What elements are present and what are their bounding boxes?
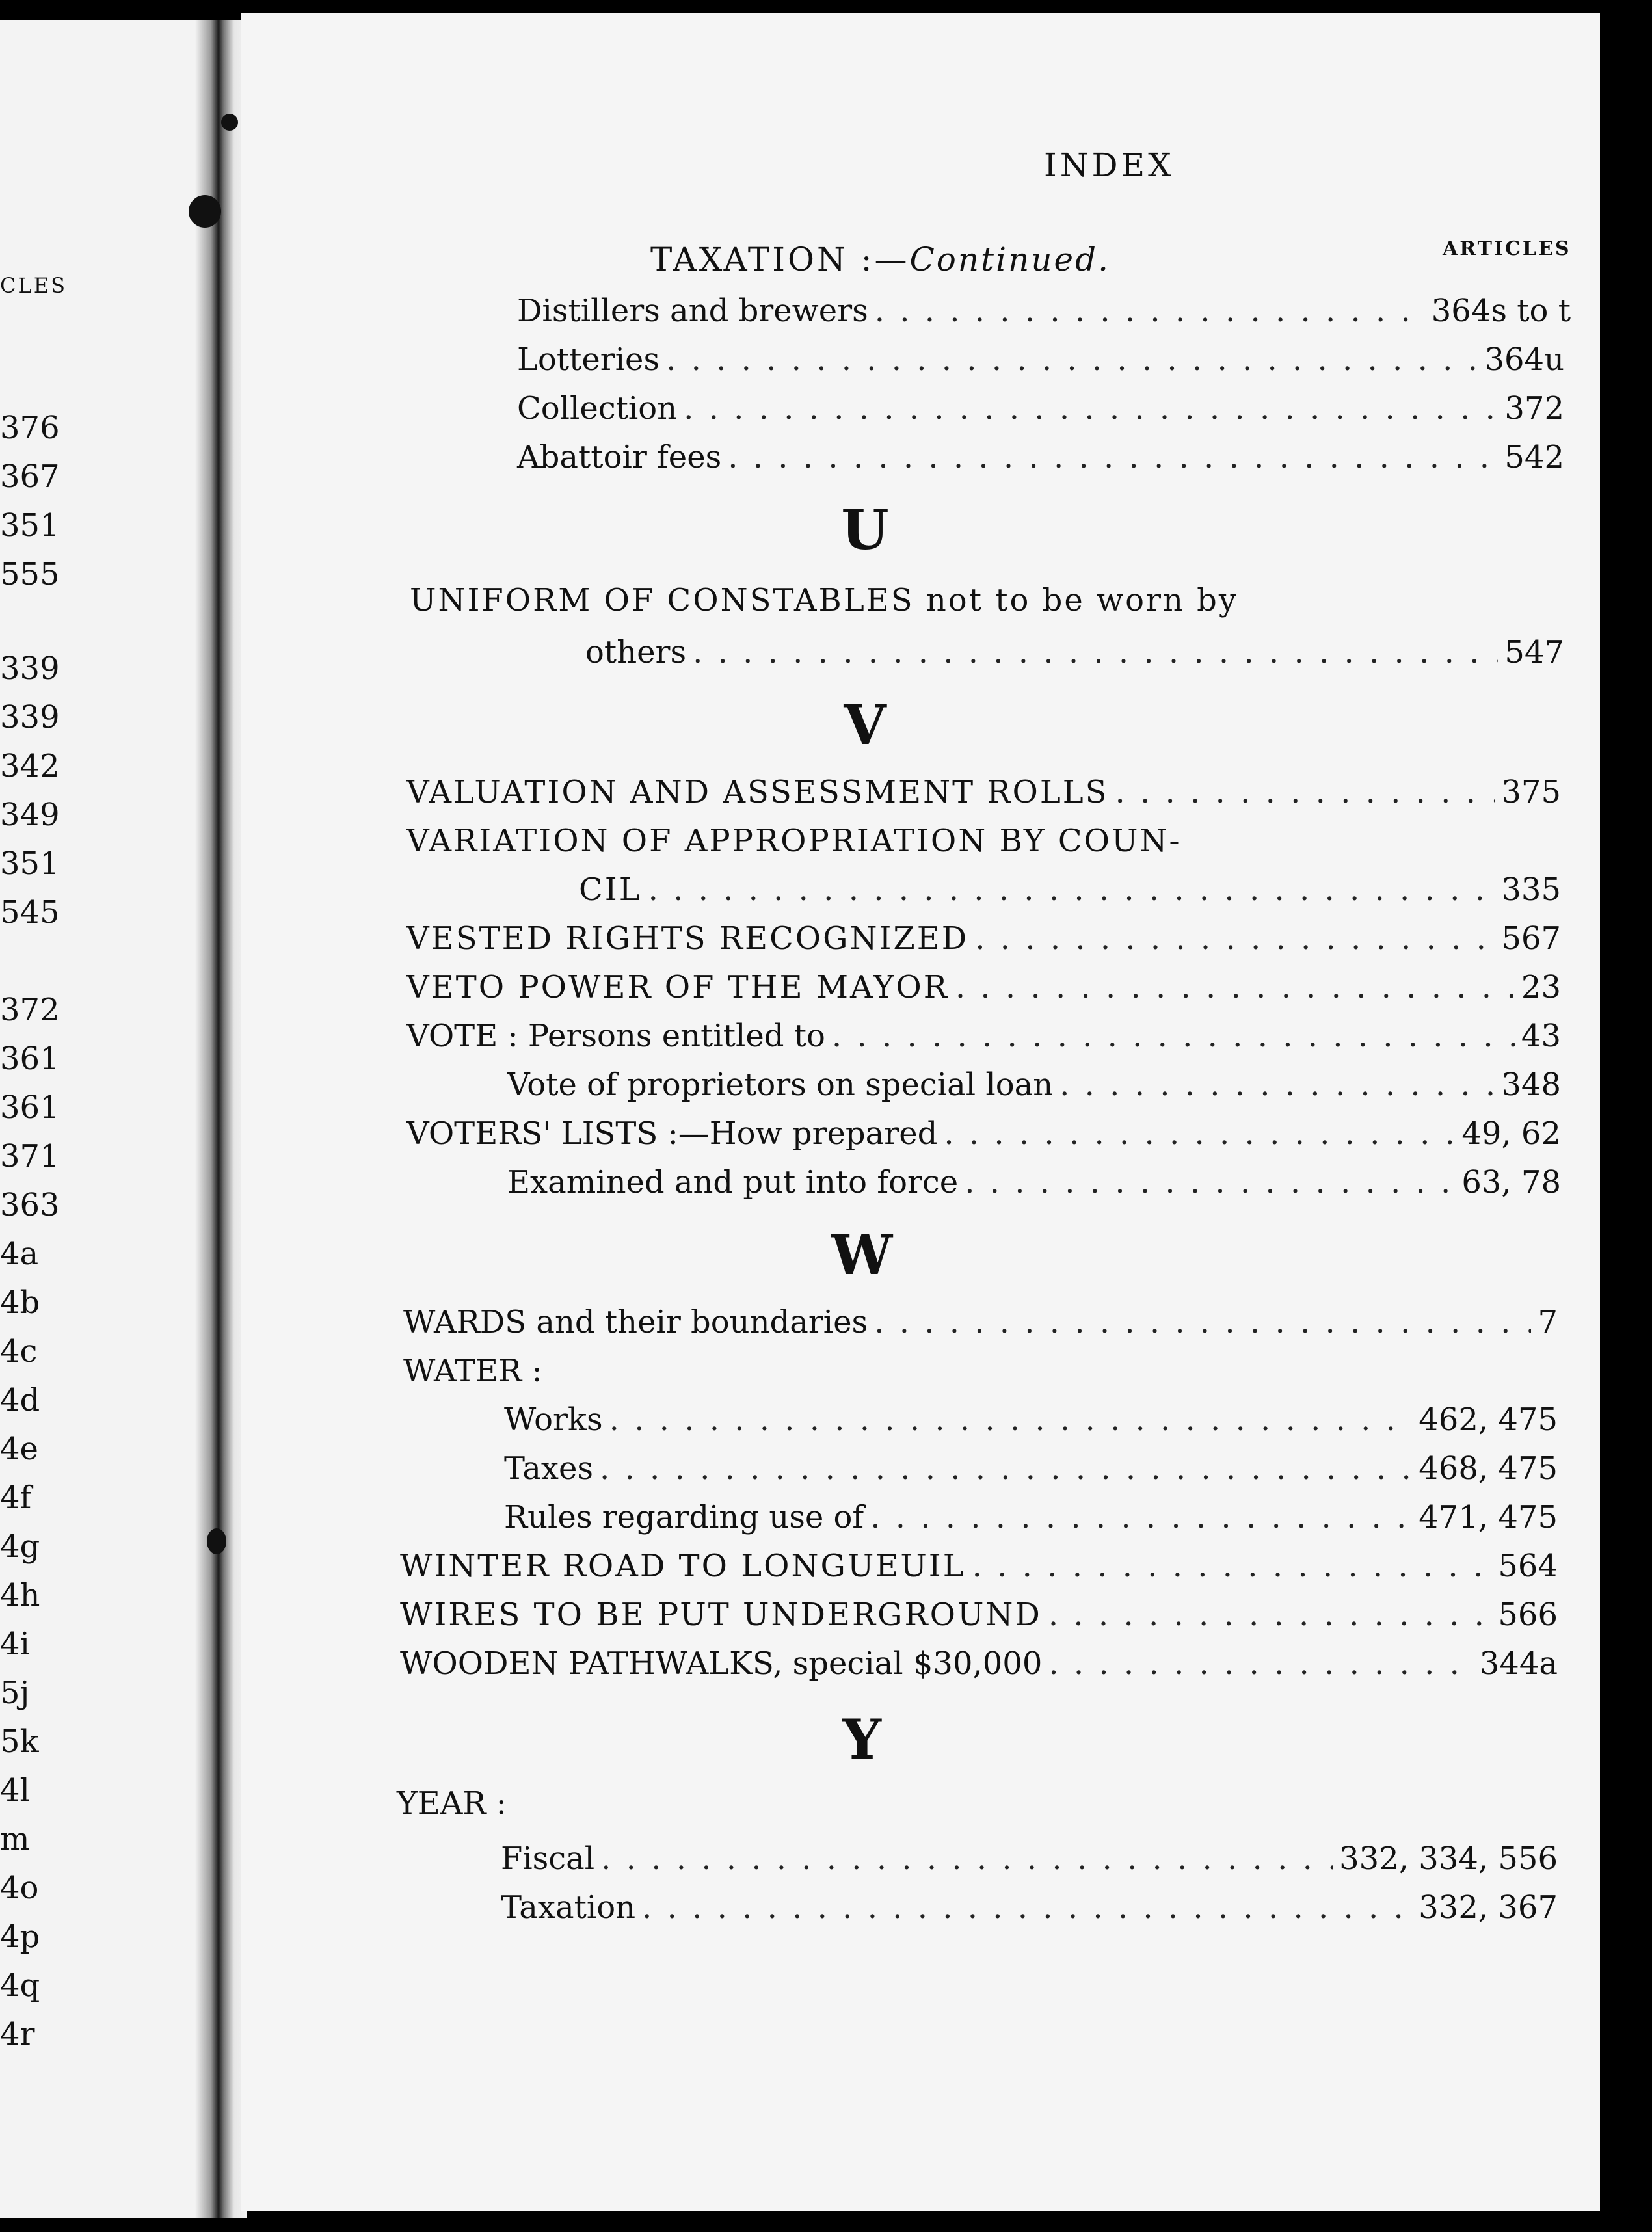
binding-mark: [221, 114, 238, 131]
left-page-number: 4b: [0, 1284, 40, 1321]
index-entry: [517, 341, 1564, 387]
entry-ref: 364u: [1484, 341, 1564, 378]
scan-border: [1600, 13, 1652, 2218]
index-entry-heading: UNIFORM OF CONSTABLES not to be worn by: [410, 582, 1239, 618]
index-entry: [507, 1164, 1561, 1210]
continued-label: Continued.: [909, 241, 1111, 278]
entry-label: Works: [504, 1402, 603, 1438]
index-entry-heading: VARIATION OF APPROPRIATION BY COUN-: [406, 823, 1182, 859]
dot-leader: [609, 1402, 1413, 1438]
dot-leader: [684, 390, 1498, 427]
index-entry: [400, 1597, 1558, 1642]
entry-ref: 335: [1501, 871, 1561, 908]
entry-ref: 344a: [1479, 1645, 1558, 1682]
left-page-number: 555: [0, 556, 60, 592]
index-entry: [517, 439, 1564, 485]
dot-leader: [600, 1450, 1412, 1487]
left-page-number: 4c: [0, 1333, 38, 1370]
left-page-fragment: [0, 20, 215, 2218]
left-page-number: 4p: [0, 1919, 40, 1955]
entry-label: VALUATION AND ASSESSMENT ROLLS: [406, 774, 1109, 810]
left-column-header: CLES: [0, 273, 68, 298]
entry-label: Rules regarding use of: [504, 1499, 864, 1535]
dot-leader: [874, 1304, 1531, 1340]
index-entry: [406, 969, 1561, 1015]
entry-label: Abattoir fees: [517, 439, 722, 475]
dot-leader: [601, 1840, 1333, 1877]
entry-label: Examined and put into force: [507, 1164, 959, 1201]
entry-label: Taxes: [504, 1450, 594, 1487]
index-entry: [501, 1889, 1558, 1935]
left-page-number: 349: [0, 797, 60, 833]
entry-ref: 23: [1521, 969, 1561, 1005]
entry-ref: 348: [1501, 1067, 1561, 1103]
entry-ref: 63, 78: [1461, 1164, 1561, 1201]
index-entry: [507, 1067, 1561, 1112]
index-entry: [406, 920, 1561, 966]
entry-ref: 542: [1504, 439, 1564, 475]
index-page: [241, 13, 1652, 2211]
entry-ref: 375: [1501, 774, 1561, 810]
binding-mark: [207, 1528, 226, 1554]
taxation-heading: [650, 241, 1110, 278]
entry-label: Fiscal: [501, 1840, 595, 1877]
entry-label: WOODEN PATHWALKS, special $30,000: [400, 1645, 1043, 1682]
index-entry: [585, 634, 1564, 680]
dot-leader: [666, 341, 1478, 378]
entry-ref: 332, 367: [1419, 1889, 1558, 1926]
left-page-number: 367: [0, 458, 60, 495]
entry-label: VESTED RIGHTS RECOGNIZED: [406, 920, 969, 957]
left-page-number: 5k: [0, 1723, 39, 1760]
dot-leader: [648, 871, 1495, 908]
entry-ref: 43: [1521, 1018, 1561, 1054]
page-title: INDEX: [1044, 146, 1175, 184]
left-page-number: 4d: [0, 1382, 40, 1418]
left-page-number: 4o: [0, 1870, 39, 1906]
index-entry: [504, 1402, 1558, 1447]
section-letter-w: W: [831, 1223, 893, 1287]
left-page-number: 4h: [0, 1577, 40, 1614]
left-page-number: m: [0, 1821, 30, 1857]
entry-label: WINTER ROAD TO LONGUEUIL: [400, 1548, 966, 1584]
entry-ref: 547: [1504, 634, 1564, 671]
index-entry: [501, 1840, 1558, 1886]
entry-ref: 364s to t: [1431, 293, 1571, 329]
index-entry: [406, 1018, 1561, 1063]
entry-ref: 49, 62: [1461, 1115, 1561, 1152]
index-entry: [517, 390, 1564, 436]
left-page-number: 342: [0, 748, 60, 784]
index-entry: [406, 774, 1561, 819]
entry-label: Lotteries: [517, 341, 660, 378]
entry-ref: 462, 475: [1419, 1402, 1558, 1438]
book-binding: [195, 20, 247, 2218]
entry-label: WARDS and their boundaries: [403, 1304, 868, 1340]
dot-leader: [728, 439, 1498, 475]
dot-leader: [693, 634, 1498, 671]
left-page-number: 363: [0, 1187, 60, 1223]
left-page-number: 339: [0, 650, 60, 687]
entry-label: CIL: [579, 871, 642, 908]
entry-label: VOTE : Persons entitled to: [406, 1018, 825, 1054]
section-letter-y: Y: [842, 1707, 881, 1772]
left-page-number: 371: [0, 1138, 60, 1175]
index-entry: [517, 293, 1571, 338]
dot-leader: [875, 293, 1425, 329]
entry-ref: 471, 475: [1419, 1499, 1558, 1535]
index-entry: [406, 1115, 1561, 1161]
entry-label: others: [585, 634, 687, 671]
articles-column-header: ARTICLES: [1443, 237, 1571, 260]
dot-leader: [1115, 774, 1495, 810]
entry-label: Taxation: [501, 1889, 636, 1926]
left-page-number: 351: [0, 845, 60, 882]
dot-leader: [870, 1499, 1412, 1535]
entry-ref: 566: [1498, 1597, 1558, 1633]
index-entry: [579, 871, 1561, 917]
section-letter-u: U: [841, 498, 889, 562]
left-page-number: 4e: [0, 1431, 38, 1467]
index-entry-heading: WATER :: [403, 1353, 542, 1389]
dot-leader: [972, 1548, 1492, 1584]
left-page-number: 372: [0, 992, 60, 1028]
left-page-number: 5j: [0, 1675, 30, 1711]
left-page-number: 4f: [0, 1480, 32, 1516]
entry-label: VETO POWER OF THE MAYOR: [406, 969, 949, 1005]
index-entry: [400, 1645, 1558, 1691]
dot-leader: [944, 1115, 1455, 1152]
left-page-number: 4q: [0, 1967, 40, 2004]
left-page-number: 339: [0, 699, 60, 736]
left-page-number: 351: [0, 507, 60, 544]
binding-mark: [189, 195, 221, 228]
dot-leader: [975, 920, 1495, 957]
entry-ref: 7: [1538, 1304, 1558, 1340]
section-letter-v: V: [844, 693, 886, 757]
left-page-number: 545: [0, 894, 60, 931]
index-entry: [403, 1304, 1558, 1349]
left-page-number: 4l: [0, 1772, 30, 1809]
entry-label: WIRES TO BE PUT UNDERGROUND: [400, 1597, 1042, 1633]
dot-leader: [1059, 1067, 1495, 1103]
dot-leader: [955, 969, 1515, 1005]
entry-label: Vote of proprietors on special loan: [507, 1067, 1054, 1103]
entry-label: Distillers and brewers: [517, 293, 868, 329]
entry-ref: 372: [1504, 390, 1564, 427]
left-page-number: 4g: [0, 1528, 40, 1565]
index-entry: [504, 1499, 1558, 1545]
left-page-number: 361: [0, 1041, 60, 1077]
left-page-number: 361: [0, 1089, 60, 1126]
entry-ref: 567: [1501, 920, 1561, 957]
dot-leader: [965, 1164, 1455, 1201]
dot-leader: [642, 1889, 1412, 1926]
dot-leader: [1048, 1597, 1491, 1633]
entry-ref: 468, 475: [1419, 1450, 1558, 1487]
left-page-number: 376: [0, 410, 60, 446]
left-page-number: 4a: [0, 1236, 39, 1272]
entry-label: Collection: [517, 390, 678, 427]
index-entry-heading: YEAR :: [397, 1785, 507, 1822]
dot-leader: [1048, 1645, 1472, 1682]
entry-ref: 564: [1498, 1548, 1558, 1584]
index-entry: [504, 1450, 1558, 1496]
left-page-number: 4r: [0, 2016, 35, 2053]
dot-leader: [832, 1018, 1515, 1054]
entry-ref: 332, 334, 556: [1339, 1840, 1558, 1877]
left-page-number: 4i: [0, 1626, 30, 1662]
taxation-title: TAXATION :—: [650, 241, 910, 278]
entry-label: VOTERS' LISTS :—How prepared: [406, 1115, 938, 1152]
index-entry: [400, 1548, 1558, 1593]
